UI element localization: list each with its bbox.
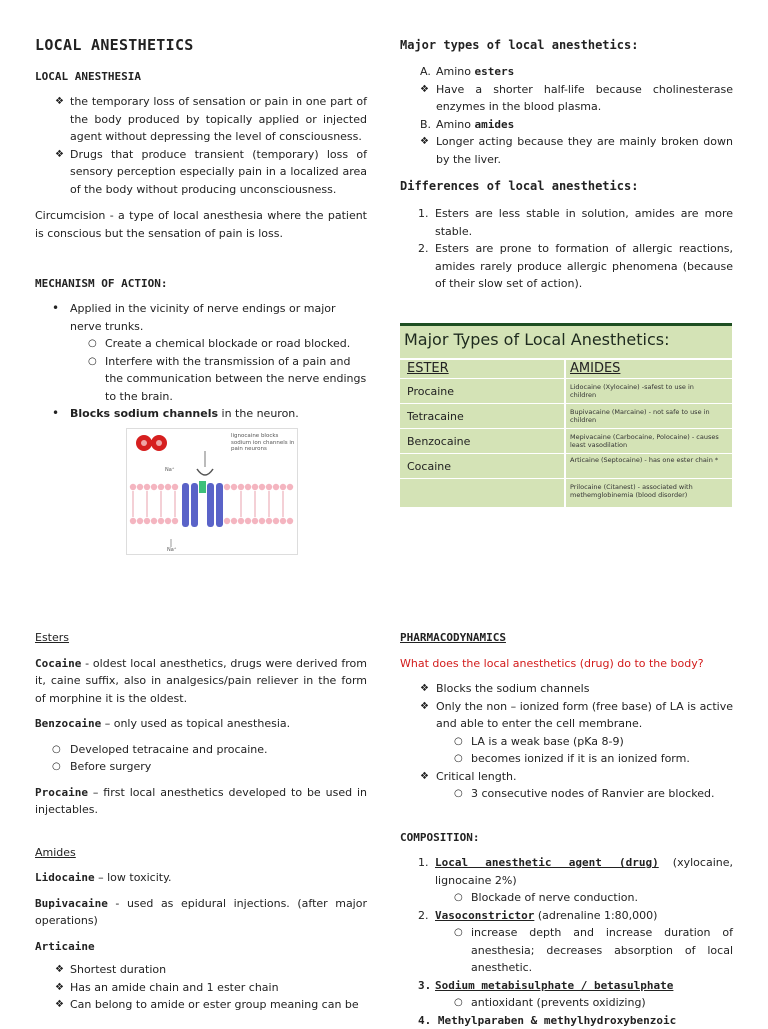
composition-item: 1. Local anesthetic agent (drug) (xylocaine, lignocaine 2%) [418,856,733,887]
diamond-bullet-icon: ❖ [55,999,64,1010]
differences-heading: Differences of local anesthetics: [400,179,639,193]
circle-bullet-icon: ○ [52,743,61,755]
bullet-dot-icon: • [52,406,60,420]
ester-column-header: ESTER [407,361,449,376]
mechanism-subitem: ○ Interfere with the transmission of a pain and the communication between the nerve endings to the brain. [88,354,367,403]
page-title: LOCAL ANESTHETICS [35,36,194,54]
pharmaco-subitem: ○ 3 consecutive nodes of Ranvier are blocked. [420,785,733,803]
ester-cell: Tetracaine [407,410,464,423]
pharmaco-item: ❖ Only the non – ionized form (free base) of LA is active and able to enter the cell membrane. [420,699,733,730]
composition-subitem: ○ Blockade of nerve conduction. [418,889,733,907]
mechanism-item: • Applied in the vicinity of nerve endings or major nerve trunks. [52,301,336,333]
major-type-item: ❖ Have a shorter half-life because cholinesterase enzymes in the blood plasma. [420,82,733,113]
pharmacodynamics-heading: PHARMACODYNAMICS [400,631,506,644]
local-anesthesia-heading: LOCAL ANESTHESIA [35,70,141,83]
diagram-note: lignocaine blocks sodium ion channels in pain neurons [231,433,295,452]
major-types-list [420,63,733,168]
diamond-bullet-icon: ❖ [55,96,64,107]
mechanism-heading: MECHANISM OF ACTION: [35,277,168,290]
circle-bullet-icon: ○ [88,338,97,349]
composition-subitem: ○ antioxidant (prevents oxidizing) [418,994,733,1012]
pharmaco-item: ❖ Blocks the sodium channels [420,680,733,698]
ester-cell: Procaine [407,385,455,398]
sodium-channel-diagram [126,428,298,555]
circle-bullet-icon: ○ [454,735,463,747]
benzocaine-subitem: ○ Developed tetracaine and procaine. [52,741,367,759]
diamond-bullet-icon: ❖ [420,83,429,95]
articaine-item: ❖ Has an amide chain and 1 ester chain [55,979,367,997]
amide-cell: Bupivacaine (Marcaine) - not safe to use in children [570,408,710,424]
definition-list [55,93,367,198]
amide-cell: Articaine (Septocaine) - has one ester chain * [570,456,719,464]
definition-item: ❖ the temporary loss of sensation or pain in one part of the body produced by topically applied or injected agent without depressing the level of consciousness. [55,95,367,143]
major-type-item: ❖ Longer acting because they are mainly broken down by the liver. [420,135,733,166]
difference-item: 1. Esters are less stable in solution, amides are more stable. [418,207,733,238]
table-title: Major Types of Local Anesthetics: [404,330,670,349]
bottom-left-section: Esters Cocaine - oldest local anesthetics, drugs were derived from it, caine suffix, also in analgesics/pain reliever in the form of morphine it is the oldest. Benzocaine – only used as topical anesthesia. ○ Developed tetracaine and procaine. ○ Before surgery Procaine – first local anesthetics developed to be used in injectables. Amides Lidocaine – low toxicity. Bupivacaine - used as epidural injections. (after major operations) Articaine ❖ Shortest duration ❖ Has an amide chain and 1 ester chain ❖ Can belong to amide or ester group meaning can be [35,629,367,1014]
circle-bullet-icon: ○ [52,761,61,772]
svg-text:Na⁺: Na⁺ [165,467,175,473]
diamond-bullet-icon: ❖ [55,981,64,993]
composition-item-cutoff: 4. Methylparaben & methylhydroxybenzoic [418,1013,677,1027]
amide-cell: Prilocaine (Citanest) - associated with methemglobinemia (blood disorder) [570,483,693,499]
major-type-item: A. Amino esters [420,65,515,78]
definition-item: ❖ Drugs that produce transient (temporary) loss of sensory perception especially pain in a localized area of the body without producing unconsciousness. [55,147,367,196]
pharmaco-item: ❖ Critical length. [420,768,733,786]
esters-heading: Esters [35,631,70,644]
pharmaco-subitem: ○ LA is a weak base (pKa 8-9) [420,733,733,751]
difference-item: 2. Esters are prone to formation of allergic reactions, amides rarely produce allergic phenomena (because of their slow set of action). [418,242,733,290]
circle-bullet-icon: ○ [454,788,463,799]
amide-cell: Lidocaine (Xylocaine) -safest to use in children [570,383,694,399]
articaine-item: ❖ Shortest duration [55,961,367,979]
diamond-bullet-icon: ❖ [55,148,64,160]
composition-heading: COMPOSITION: [400,830,480,844]
ester-cell: Benzocaine [407,435,471,448]
circle-bullet-icon: ○ [454,997,463,1008]
differences-list [418,205,733,293]
circle-bullet-icon: ○ [454,927,463,938]
pharmaco-subitem: ○ becomes ionized if it is an ionized form. [420,750,733,768]
major-type-item: B. Amino amides [420,117,515,131]
pharmacodynamics-question: What does the local anesthetics (drug) do to the body? [400,656,704,670]
amide-cell: Mepivacaine (Carbocaine, Polocaine) - causes least vasodilation [570,433,719,449]
svg-text:Na⁺: Na⁺ [167,547,177,553]
diamond-bullet-icon: ❖ [420,770,429,782]
composition-item: 2. Vasoconstrictor (adrenaline 1:80,000) [418,908,658,922]
bottom-right-section [400,629,733,1027]
mechanism-list [52,300,367,423]
circle-bullet-icon: ○ [454,892,463,903]
bullet-dot-icon: • [52,301,60,315]
amides-heading: Amides [35,845,76,859]
circle-bullet-icon: ○ [454,753,463,764]
composition-subitem: ○ increase depth and increase duration of anesthesia; decreases absorption of local anesthetic. [454,926,733,974]
circle-bullet-icon: ○ [88,355,97,367]
circumcision-paragraph: Circumcision - a type of local anesthesia where the patient is conscious but the sensation of pain is loss. [35,209,367,240]
amides-column-header: AMIDES [570,361,621,376]
benzocaine-subitem: ○ Before surgery [52,758,367,776]
mechanism-subitem: ○ Create a chemical blockade or road blocked. [52,335,367,353]
diamond-bullet-icon: ❖ [420,136,429,147]
mechanism-item: • Blocks sodium channels in the neuron. [52,405,367,423]
ester-cell: Cocaine [407,460,451,473]
diamond-bullet-icon: ❖ [420,700,429,712]
diamond-bullet-icon: ❖ [55,964,64,975]
articaine-item: ❖ Can belong to amide or ester group meaning can be [55,996,367,1014]
major-types-heading: Major types of local anesthetics: [400,38,639,52]
diamond-bullet-icon: ❖ [420,683,429,694]
local-anesthetics-table [400,323,732,507]
composition-item: 3. Sodium metabisulphate / betasulphate [418,978,674,992]
